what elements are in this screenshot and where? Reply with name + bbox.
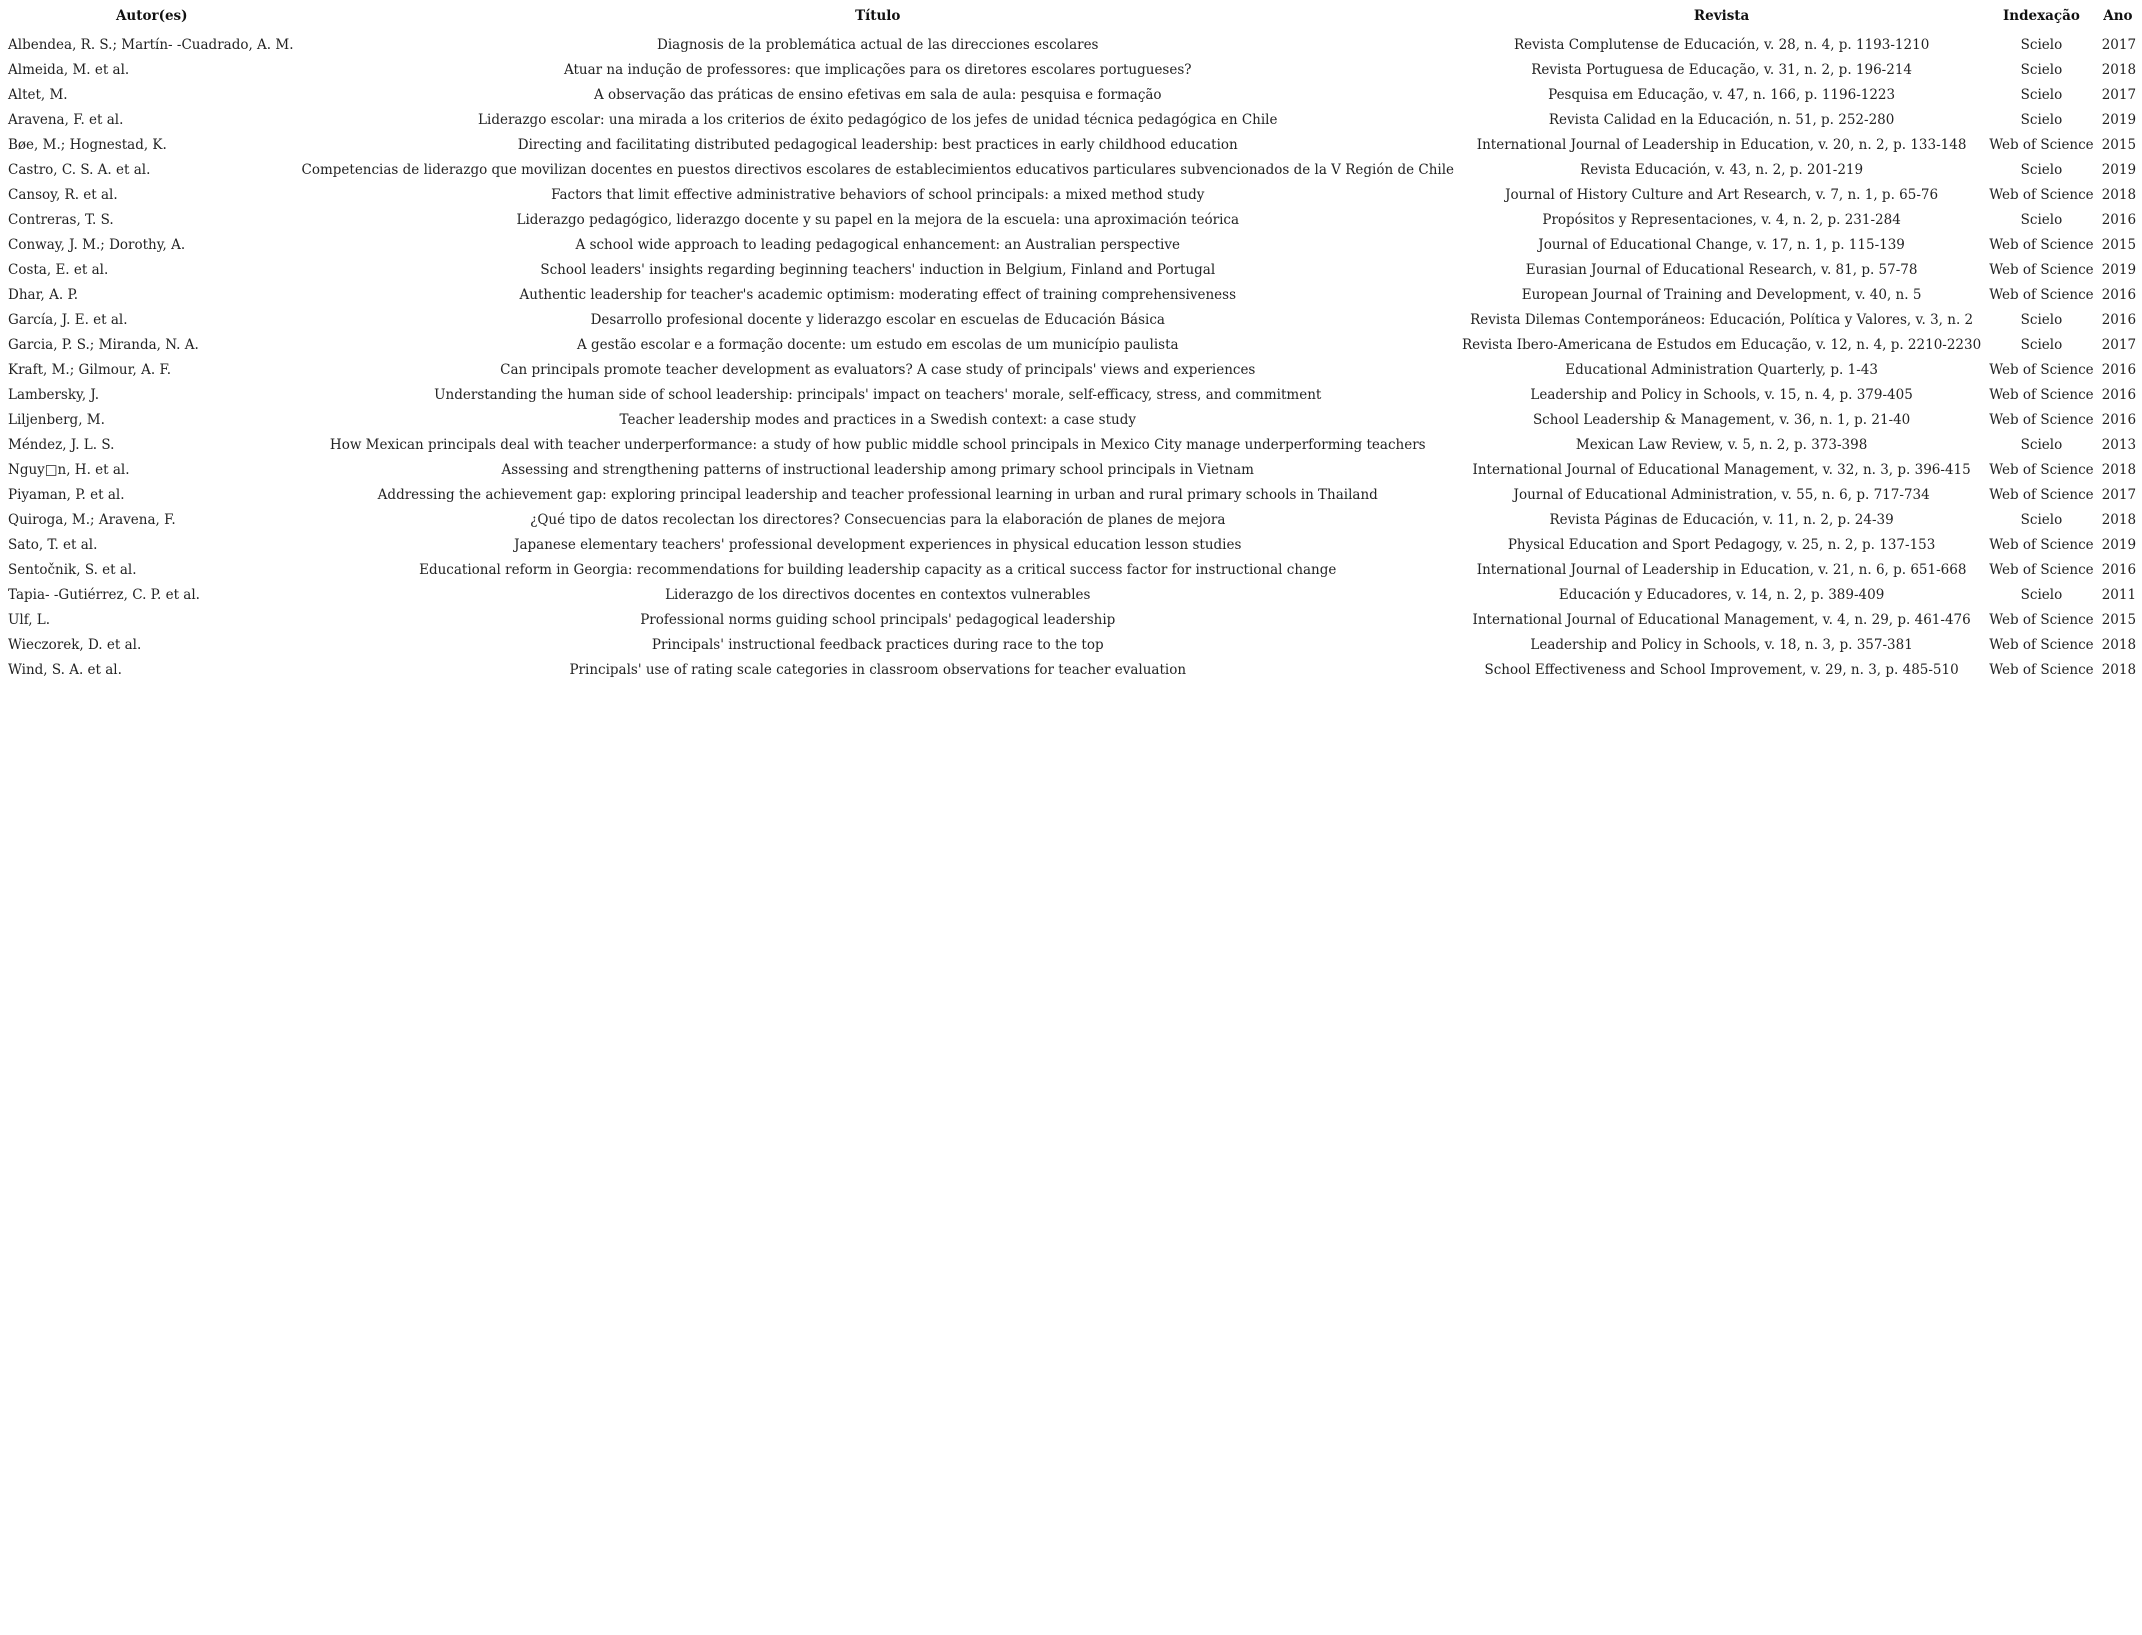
cell-titulo: Atuar na indução de professores: que implicações para os diretores escolares portugueses?	[564, 61, 1192, 78]
cell-revista: Journal of Educational Administration, v. 55, n. 6, p. 717-734	[1513, 486, 1930, 503]
cell-ano: 2018	[2101, 461, 2137, 478]
cell-indexacao: Web of Science	[1989, 261, 2094, 278]
cell-indexacao: Scielo	[2020, 511, 2063, 528]
table-row	[0, 57, 2142, 82]
cell-revista: Revista Dilemas Contemporáneos: Educación, Política y Valores, v. 3, n. 2	[1470, 311, 1974, 328]
cell-revista: Revista Calidad en la Educación, n. 51, p. 252-280	[1548, 111, 1895, 128]
cell-autor: Dhar, A. P.	[8, 286, 79, 303]
cell-autor: Costa, E. et al.	[8, 261, 109, 278]
table-row	[0, 357, 2142, 382]
table-row	[0, 407, 2142, 432]
cell-revista: European Journal of Training and Development, v. 40, n. 5	[1521, 286, 1922, 303]
cell-titulo: Principals' use of rating scale categories in classroom observations for teacher evaluation	[569, 661, 1187, 678]
cell-indexacao: Web of Science	[1989, 561, 2094, 578]
cell-revista: Journal of History Culture and Art Research, v. 7, n. 1, p. 65-76	[1505, 186, 1939, 203]
cell-ano: 2016	[2101, 211, 2137, 228]
table-row	[0, 82, 2142, 107]
cell-ano: 2015	[2101, 136, 2137, 153]
cell-indexacao: Web of Science	[1989, 486, 2094, 503]
cell-autor: Garcia, P. S.; Miranda, N. A.	[8, 336, 199, 353]
table-row	[0, 457, 2142, 482]
cell-titulo: Professional norms guiding school principals' pedagogical leadership	[640, 611, 1116, 628]
cell-indexacao: Web of Science	[1989, 411, 2094, 428]
cell-autor: Castro, C. S. A. et al.	[8, 161, 151, 178]
cell-autor: Aravena, F. et al.	[8, 111, 124, 128]
cell-ano: 2015	[2101, 236, 2137, 253]
cell-revista: Revista Páginas de Educación, v. 11, n. 2, p. 24-39	[1549, 511, 1894, 528]
cell-titulo: Directing and facilitating distributed pedagogical leadership: best practices in early childhood education	[517, 136, 1238, 153]
cell-autor: Altet, M.	[8, 86, 68, 103]
cell-indexacao: Web of Science	[1989, 536, 2094, 553]
cell-revista: School Leadership & Management, v. 36, n. 1, p. 21-40	[1532, 411, 1911, 428]
table-header	[0, 0, 2142, 32]
cell-titulo: How Mexican principals deal with teacher underperformance: a study of how public middle school principals in Mexico City manage underperforming teachers	[329, 436, 1426, 453]
cell-titulo: Liderazgo pedagógico, liderazgo docente y su papel en la mejora de la escuela: una aproximación teórica	[516, 211, 1240, 228]
cell-revista: Revista Ibero-Americana de Estudos em Educação, v. 12, n. 4, p. 2210-2230	[1462, 336, 1982, 353]
cell-revista: Eurasian Journal of Educational Research, v. 81, p. 57-78	[1525, 261, 1918, 278]
cell-titulo: Japanese elementary teachers' professional development experiences in physical education lesson studies	[514, 536, 1242, 553]
cell-indexacao: Web of Science	[1989, 136, 2094, 153]
cell-autor: Albendea, R. S.; Martín- -Cuadrado, A. M.	[8, 36, 294, 53]
cell-autor: Bøe, M.; Hognestad, K.	[8, 136, 167, 153]
table-row	[0, 607, 2142, 632]
cell-autor: Wieczorek, D. et al.	[8, 636, 142, 653]
cell-autor: Wind, S. A. et al.	[8, 661, 122, 678]
cell-ano: 2018	[2101, 61, 2137, 78]
cell-titulo: Liderazgo escolar: una mirada a los criterios de éxito pedagógico de los jefes de unidad técnica pedagógica en Chile	[478, 111, 1278, 128]
cell-revista: School Effectiveness and School Improvement, v. 29, n. 3, p. 485-510	[1484, 661, 1959, 678]
cell-ano: 2017	[2101, 336, 2137, 353]
cell-autor: Piyaman, P. et al.	[8, 486, 125, 503]
cell-titulo: A school wide approach to leading pedagogical enhancement: an Australian perspective	[575, 236, 1180, 253]
header-indexacao: Indexação	[2002, 8, 2080, 24]
cell-autor: Sentočnik, S. et al.	[8, 561, 137, 578]
cell-revista: Revista Educación, v. 43, n. 2, p. 201-219	[1580, 161, 1864, 178]
cell-indexacao: Web of Science	[1989, 186, 2094, 203]
cell-ano: 2016	[2101, 286, 2137, 303]
cell-titulo: Factors that limit effective administrative behaviors of school principals: a mixed method study	[551, 186, 1205, 203]
cell-revista: International Journal of Leadership in Education, v. 20, n. 2, p. 133-148	[1476, 136, 1967, 153]
cell-titulo: Competencias de liderazgo que movilizan docentes en puestos directivos escolares de establecimientos educativos particulares subvencionados de la V Región de Chile	[301, 161, 1455, 178]
cell-autor: Conway, J. M.; Dorothy, A.	[8, 236, 186, 253]
cell-revista: Educación y Educadores, v. 14, n. 2, p. 389-409	[1558, 586, 1885, 603]
cell-titulo: Assessing and strengthening patterns of instructional leadership among primary school principals in Vietnam	[501, 461, 1254, 478]
cell-ano: 2019	[2101, 111, 2137, 128]
cell-autor: Contreras, T. S.	[8, 211, 114, 228]
cell-revista: International Journal of Leadership in Education, v. 21, n. 6, p. 651-668	[1476, 561, 1967, 578]
cell-autor: Quiroga, M.; Aravena, F.	[8, 511, 176, 528]
cell-revista: Propósitos y Representaciones, v. 4, n. 2, p. 231-284	[1542, 211, 1901, 228]
cell-autor: Ulf, L.	[8, 611, 51, 628]
cell-titulo: Desarrollo profesional docente y liderazgo escolar en escuelas de Educación Básica	[590, 311, 1165, 328]
cell-ano: 2017	[2101, 36, 2137, 53]
cell-titulo: Understanding the human side of school leadership: principals' impact on teachers' morale, self-efficacy, stress, and commitment	[434, 386, 1322, 403]
cell-indexacao: Scielo	[2020, 311, 2063, 328]
cell-indexacao: Web of Science	[1989, 461, 2094, 478]
cell-ano: 2019	[2101, 161, 2137, 178]
cell-ano: 2019	[2101, 536, 2137, 553]
cell-autor: Sato, T. et al.	[8, 536, 98, 553]
header-row	[0, 0, 2142, 32]
cell-indexacao: Scielo	[2020, 161, 2063, 178]
table-row	[0, 432, 2142, 457]
cell-indexacao: Web of Science	[1989, 361, 2094, 378]
cell-titulo: Principals' instructional feedback practices during race to the top	[651, 636, 1104, 653]
cell-autor: Cansoy, R. et al.	[8, 186, 118, 203]
cell-revista: Journal of Educational Change, v. 17, n. 1, p. 115-139	[1538, 236, 1905, 253]
cell-indexacao: Web of Science	[1989, 236, 2094, 253]
cell-autor: Méndez, J. L. S.	[8, 436, 115, 453]
cell-autor: Kraft, M.; Gilmour, A. F.	[8, 361, 172, 378]
cell-ano: 2016	[2101, 561, 2137, 578]
cell-revista: Educational Administration Quarterly, p. 1-43	[1565, 361, 1878, 378]
cell-ano: 2016	[2101, 386, 2137, 403]
cell-autor: García, J. E. et al.	[8, 311, 128, 328]
cell-indexacao: Web of Science	[1989, 286, 2094, 303]
header-ano: Ano	[2103, 8, 2133, 24]
table-row	[0, 482, 2142, 507]
cell-revista: Leadership and Policy in Schools, v. 18, n. 3, p. 357-381	[1530, 636, 1913, 653]
cell-revista: Revista Portuguesa de Educação, v. 31, n. 2, p. 196-214	[1531, 61, 1913, 78]
cell-ano: 2017	[2101, 86, 2137, 103]
references-table	[0, 0, 2142, 682]
cell-ano: 2016	[2101, 311, 2137, 328]
cell-ano: 2018	[2101, 636, 2137, 653]
cell-titulo: Educational reform in Georgia: recommendations for building leadership capacity as a critical success factor for instructional change	[419, 561, 1337, 578]
table-row	[0, 182, 2142, 207]
table-row	[0, 657, 2142, 682]
cell-indexacao: Scielo	[2020, 61, 2063, 78]
table-body	[0, 32, 2142, 682]
table-row	[0, 257, 2142, 282]
cell-revista: Mexican Law Review, v. 5, n. 2, p. 373-398	[1575, 436, 1868, 453]
table-row	[0, 207, 2142, 232]
cell-indexacao: Web of Science	[1989, 636, 2094, 653]
cell-revista: Pesquisa em Educação, v. 47, n. 166, p. 1196-1223	[1548, 86, 1896, 103]
cell-autor: Tapia- -Gutiérrez, C. P. et al.	[8, 586, 200, 603]
table-row	[0, 232, 2142, 257]
cell-indexacao: Scielo	[2020, 336, 2063, 353]
table-row	[0, 507, 2142, 532]
cell-titulo: A gestão escolar e a formação docente: um estudo em escolas de um município paulista	[576, 336, 1179, 353]
table-row	[0, 557, 2142, 582]
cell-titulo: ¿Qué tipo de datos recolectan los directores? Consecuencias para la elaboración de planes de mejora	[530, 511, 1226, 528]
table-row	[0, 332, 2142, 357]
cell-ano: 2017	[2101, 486, 2137, 503]
cell-autor: Nguy□n, H. et al.	[8, 461, 130, 478]
cell-ano: 2013	[2101, 436, 2137, 453]
table-row	[0, 32, 2142, 57]
cell-indexacao: Scielo	[2020, 586, 2063, 603]
cell-titulo: Teacher leadership modes and practices in a Swedish context: a case study	[619, 411, 1136, 428]
cell-revista: Revista Complutense de Educación, v. 28, n. 4, p. 1193-1210	[1513, 36, 1930, 53]
cell-titulo: Authentic leadership for teacher's academic optimism: moderating effect of training comprehensiveness	[519, 286, 1237, 303]
cell-titulo: School leaders' insights regarding beginning teachers' induction in Belgium, Finland and Portugal	[540, 261, 1216, 278]
cell-ano: 2018	[2101, 186, 2137, 203]
cell-revista: International Journal of Educational Management, v. 4, n. 29, p. 461-476	[1472, 611, 1971, 628]
cell-autor: Almeida, M. et al.	[8, 61, 130, 78]
table-row	[0, 157, 2142, 182]
cell-ano: 2015	[2101, 611, 2137, 628]
table-row	[0, 282, 2142, 307]
cell-indexacao: Web of Science	[1989, 611, 2094, 628]
cell-titulo: Can principals promote teacher development as evaluators? A case study of principals' views and experiences	[500, 361, 1256, 378]
cell-indexacao: Web of Science	[1989, 661, 2094, 678]
table-row	[0, 132, 2142, 157]
cell-autor: Liljenberg, M.	[8, 411, 105, 428]
cell-titulo: A observação das práticas de ensino efetivas em sala de aula: pesquisa e formação	[593, 86, 1162, 103]
cell-titulo: Liderazgo de los directivos docentes en contextos vulnerables	[665, 586, 1091, 603]
cell-indexacao: Scielo	[2020, 111, 2063, 128]
cell-autor: Lambersky, J.	[8, 386, 100, 403]
cell-revista: Leadership and Policy in Schools, v. 15, n. 4, p. 379-405	[1530, 386, 1913, 403]
cell-ano: 2016	[2101, 361, 2137, 378]
table-row	[0, 382, 2142, 407]
cell-indexacao: Scielo	[2020, 86, 2063, 103]
cell-indexacao: Web of Science	[1989, 386, 2094, 403]
cell-indexacao: Scielo	[2020, 436, 2063, 453]
header-titulo: Título	[855, 8, 901, 24]
cell-ano: 2011	[2101, 586, 2137, 603]
cell-ano: 2016	[2101, 411, 2137, 428]
table-row	[0, 632, 2142, 657]
cell-ano: 2018	[2101, 511, 2137, 528]
cell-revista: International Journal of Educational Management, v. 32, n. 3, p. 396-415	[1472, 461, 1971, 478]
cell-ano: 2018	[2101, 661, 2137, 678]
cell-indexacao: Scielo	[2020, 36, 2063, 53]
table-row	[0, 582, 2142, 607]
header-autor: Autor(es)	[115, 8, 188, 24]
table-row	[0, 107, 2142, 132]
table-row	[0, 532, 2142, 557]
cell-revista: Physical Education and Sport Pedagogy, v. 25, n. 2, p. 137-153	[1507, 536, 1936, 553]
cell-indexacao: Scielo	[2020, 211, 2063, 228]
header-revista: Revista	[1693, 8, 1750, 24]
cell-ano: 2019	[2101, 261, 2137, 278]
cell-titulo: Diagnosis de la problemática actual de las direcciones escolares	[657, 36, 1099, 53]
table-row	[0, 307, 2142, 332]
cell-titulo: Addressing the achievement gap: exploring principal leadership and teacher professional learning in urban and rural primary schools in Thailand	[377, 486, 1378, 503]
